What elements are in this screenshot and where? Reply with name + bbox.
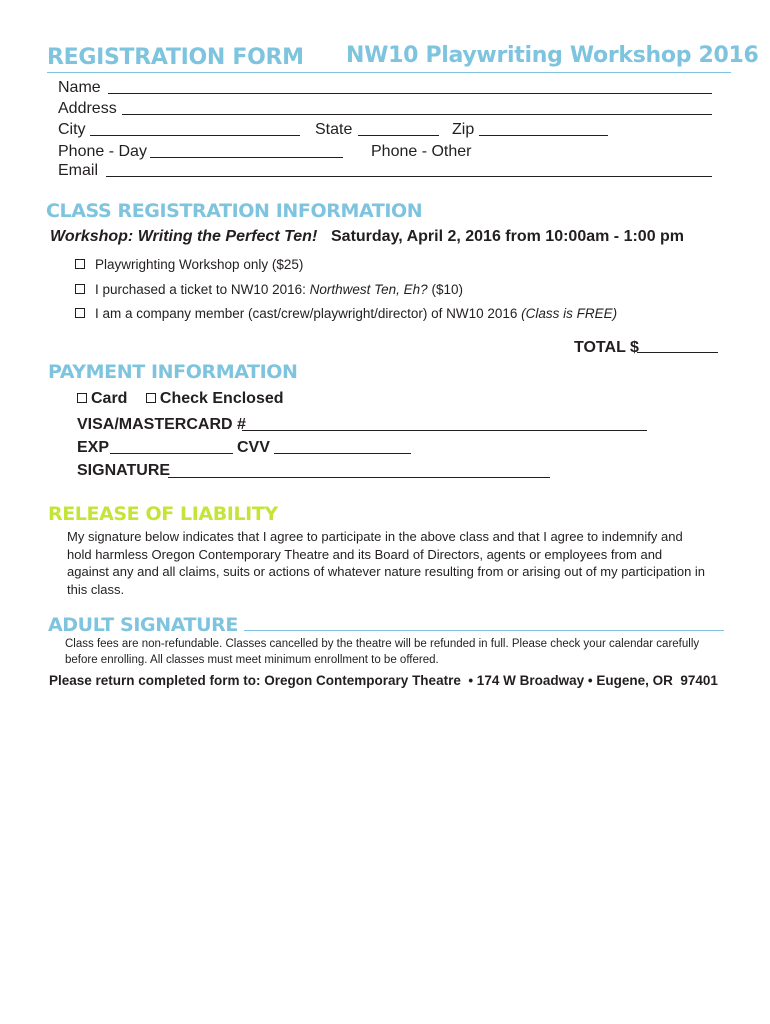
exp-field[interactable] — [110, 453, 233, 454]
phone-day-label: Phone - Day — [58, 143, 147, 160]
adult-signature-heading: ADULT SIGNATURE — [48, 614, 238, 636]
header-rule — [47, 72, 731, 73]
adult-signature-field[interactable] — [244, 630, 724, 631]
zip-label: Zip — [452, 121, 475, 138]
checkbox[interactable] — [75, 308, 85, 318]
address-label: Address — [58, 100, 117, 117]
checkbox[interactable] — [75, 259, 85, 269]
total-field[interactable] — [637, 352, 718, 353]
return-address: Please return completed form to: Oregon Contemporary Theatre • 174 W Broadway • Eugene, OR 97401 — [49, 673, 718, 688]
signature-label: SIGNATURE — [77, 462, 171, 479]
card-checkbox[interactable] — [77, 393, 87, 403]
payment-heading: PAYMENT INFORMATION — [48, 361, 298, 383]
city-label: City — [58, 121, 86, 138]
city-field[interactable] — [90, 135, 300, 136]
exp-label: EXP — [77, 439, 110, 456]
card-number-label: VISA/MASTERCARD # — [77, 416, 246, 433]
state-field[interactable] — [358, 135, 439, 136]
check-checkbox[interactable] — [146, 393, 156, 403]
signature-field[interactable] — [168, 477, 550, 478]
phone-other-label: Phone - Other — [371, 143, 472, 160]
option-label: I am a company member (cast/crew/playwright/director) of NW10 2016 — [95, 306, 522, 321]
option-price: ($10) — [427, 282, 463, 297]
option-workshop-only[interactable] — [75, 256, 303, 274]
workshop-name: Workshop: Writing the Perfect Ten! — [50, 228, 318, 245]
release-text: My signature below indicates that I agree to participate in the above class and that I agree to indemnify and hold harmless Oregon Contemporary Theatre and its Board of Directors, agents or employees from and against any and all claims, suits or actions of whatever nature resulting from or arising out of my participation in this class. — [67, 529, 706, 597]
email-field[interactable] — [106, 176, 712, 177]
option-note: (Class is FREE) — [521, 306, 618, 321]
total-label: TOTAL $ — [574, 339, 639, 356]
workshop-title: NW10 Playwriting Workshop 2016 — [346, 43, 759, 68]
check-label: Check Enclosed — [159, 390, 284, 407]
option-show-title: Northwest Ten, Eh? — [309, 282, 428, 297]
option-ticket-holder[interactable] — [75, 281, 463, 299]
email-label: Email — [58, 162, 99, 179]
form-title: REGISTRATION FORM — [47, 45, 304, 70]
state-label: State — [315, 121, 353, 138]
option-label: I purchased a ticket to NW10 2016: — [95, 282, 310, 297]
zip-field[interactable] — [479, 135, 608, 136]
option-company-member[interactable] — [75, 305, 617, 323]
class-registration-heading: CLASS REGISTRATION INFORMATION — [46, 200, 423, 222]
name-label: Name — [58, 79, 101, 96]
cvv-label: CVV — [237, 439, 270, 456]
card-label: Card — [91, 390, 128, 407]
option-label: Playwrighting Workshop only ($25) — [95, 257, 304, 272]
refund-note: Class fees are non-refundable. Classes cancelled by the theatre will be refunded in full. Please check your calendar carefully before enrolling. All classes must meet minimum enrollment to be offered. — [65, 638, 700, 666]
checkbox[interactable] — [75, 284, 85, 294]
phone-day-field[interactable] — [150, 157, 343, 158]
card-number-field[interactable] — [242, 430, 647, 431]
address-field[interactable] — [122, 114, 712, 115]
cvv-field[interactable] — [274, 453, 411, 454]
payment-method — [77, 390, 284, 408]
workshop-schedule: Saturday, April 2, 2016 from 10:00am - 1:00 pm — [331, 228, 685, 245]
name-field[interactable] — [108, 93, 712, 94]
release-heading: RELEASE OF LIABILITY — [48, 503, 278, 525]
